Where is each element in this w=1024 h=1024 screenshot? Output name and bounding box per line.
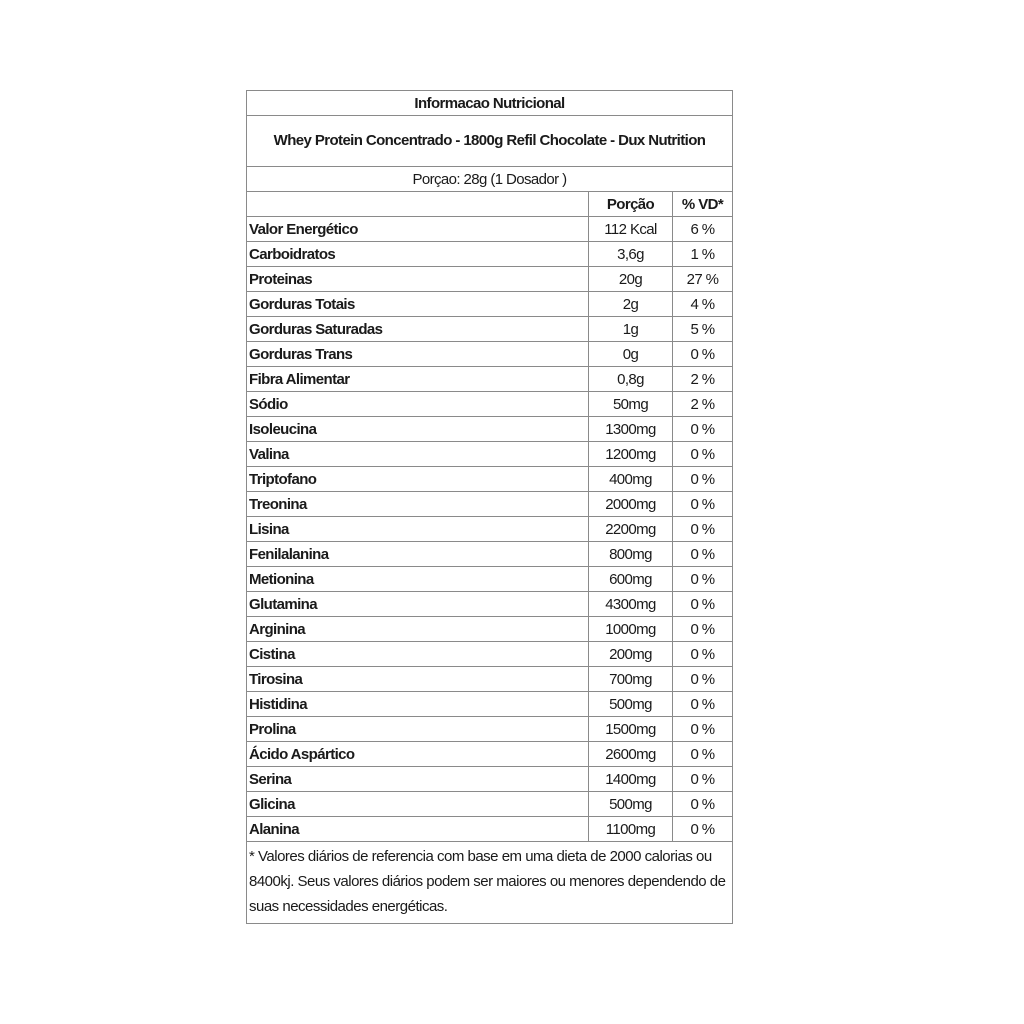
nutrient-name: Valina bbox=[247, 442, 589, 467]
nutrient-name: Isoleucina bbox=[247, 417, 589, 442]
table-row bbox=[247, 342, 733, 367]
nutrient-amount: 1000mg bbox=[589, 617, 673, 642]
nutrient-vd: 0 % bbox=[673, 542, 733, 567]
nutrient-name: Valor Energético bbox=[247, 217, 589, 242]
nutrient-vd: 2 % bbox=[673, 392, 733, 417]
nutrient-amount: 50mg bbox=[589, 392, 673, 417]
nutrient-amount: 1500mg bbox=[589, 717, 673, 742]
nutrient-vd: 0 % bbox=[673, 417, 733, 442]
table-row bbox=[247, 717, 733, 742]
nutrient-vd: 0 % bbox=[673, 442, 733, 467]
nutrient-vd: 0 % bbox=[673, 617, 733, 642]
footnote-row bbox=[247, 842, 733, 924]
nutrient-vd: 0 % bbox=[673, 492, 733, 517]
nutrient-amount: 1g bbox=[589, 317, 673, 342]
nutrient-name: Proteinas bbox=[247, 267, 589, 292]
nutrient-vd: 0 % bbox=[673, 467, 733, 492]
nutrient-vd: 0 % bbox=[673, 642, 733, 667]
nutrient-name: Fenilalanina bbox=[247, 542, 589, 567]
label-title: Informacao Nutricional bbox=[247, 91, 733, 116]
nutrient-vd: 0 % bbox=[673, 342, 733, 367]
nutrient-name: Gorduras Totais bbox=[247, 292, 589, 317]
table-row bbox=[247, 242, 733, 267]
table-row bbox=[247, 367, 733, 392]
nutrient-amount: 2200mg bbox=[589, 517, 673, 542]
nutrient-vd: 0 % bbox=[673, 667, 733, 692]
table-row bbox=[247, 392, 733, 417]
table-row bbox=[247, 817, 733, 842]
table-row bbox=[247, 642, 733, 667]
serving-row bbox=[247, 167, 733, 192]
nutrient-vd: 6 % bbox=[673, 217, 733, 242]
nutrient-amount: 3,6g bbox=[589, 242, 673, 267]
nutrient-amount: 400mg bbox=[589, 467, 673, 492]
serving-size: Porçao: 28g (1 Dosador ) bbox=[247, 167, 733, 192]
table-row bbox=[247, 317, 733, 342]
nutrient-name: Ácido Aspártico bbox=[247, 742, 589, 767]
nutrient-name: Metionina bbox=[247, 567, 589, 592]
table-row bbox=[247, 467, 733, 492]
nutrient-amount: 2600mg bbox=[589, 742, 673, 767]
nutrient-name: Tirosina bbox=[247, 667, 589, 692]
table-row bbox=[247, 567, 733, 592]
nutrient-amount: 700mg bbox=[589, 667, 673, 692]
nutrient-name: Histidina bbox=[247, 692, 589, 717]
nutrient-amount: 500mg bbox=[589, 792, 673, 817]
product-row bbox=[247, 116, 733, 167]
nutrient-vd: 0 % bbox=[673, 742, 733, 767]
title-row bbox=[247, 91, 733, 116]
nutrient-amount: 112 Kcal bbox=[589, 217, 673, 242]
nutrient-name: Prolina bbox=[247, 717, 589, 742]
nutrient-amount: 200mg bbox=[589, 642, 673, 667]
nutrient-vd: 1 % bbox=[673, 242, 733, 267]
nutrient-amount: 1200mg bbox=[589, 442, 673, 467]
footnote-text: * Valores diários de referencia com base em uma dieta de 2000 calorias ou 8400kj. Seus valores diários podem ser maiores ou menores dependendo de suas necessidades energéticas. bbox=[247, 842, 733, 924]
nutrient-name: Lisina bbox=[247, 517, 589, 542]
nutrient-name: Sódio bbox=[247, 392, 589, 417]
nutrient-amount: 1100mg bbox=[589, 817, 673, 842]
nutrient-amount: 2g bbox=[589, 292, 673, 317]
table-row bbox=[247, 492, 733, 517]
column-header-row bbox=[247, 192, 733, 217]
nutrient-vd: 0 % bbox=[673, 817, 733, 842]
table-row bbox=[247, 542, 733, 567]
nutrient-name: Treonina bbox=[247, 492, 589, 517]
nutrient-name: Triptofano bbox=[247, 467, 589, 492]
table-row bbox=[247, 267, 733, 292]
nutrient-amount: 1300mg bbox=[589, 417, 673, 442]
nutrient-amount: 1400mg bbox=[589, 767, 673, 792]
header-blank-cell bbox=[247, 192, 589, 217]
nutrient-vd: 4 % bbox=[673, 292, 733, 317]
nutrient-name: Arginina bbox=[247, 617, 589, 642]
nutrient-name: Alanina bbox=[247, 817, 589, 842]
nutrient-amount: 500mg bbox=[589, 692, 673, 717]
nutrient-vd: 0 % bbox=[673, 717, 733, 742]
nutrient-amount: 20g bbox=[589, 267, 673, 292]
table-row bbox=[247, 517, 733, 542]
table-row bbox=[247, 692, 733, 717]
product-name: Whey Protein Concentrado - 1800g Refil Chocolate - Dux Nutrition bbox=[247, 116, 733, 167]
nutrient-name: Serina bbox=[247, 767, 589, 792]
nutrient-vd: 2 % bbox=[673, 367, 733, 392]
table-row bbox=[247, 667, 733, 692]
table-row bbox=[247, 292, 733, 317]
nutrient-amount: 0g bbox=[589, 342, 673, 367]
table-row bbox=[247, 792, 733, 817]
nutrient-vd: 0 % bbox=[673, 792, 733, 817]
header-vd: % VD* bbox=[673, 192, 733, 217]
nutrient-amount: 0,8g bbox=[589, 367, 673, 392]
nutrient-vd: 0 % bbox=[673, 692, 733, 717]
nutrient-name: Fibra Alimentar bbox=[247, 367, 589, 392]
table-row bbox=[247, 417, 733, 442]
nutrient-amount: 600mg bbox=[589, 567, 673, 592]
nutrient-name: Gorduras Saturadas bbox=[247, 317, 589, 342]
nutrient-amount: 2000mg bbox=[589, 492, 673, 517]
nutrient-name: Glicina bbox=[247, 792, 589, 817]
header-amount: Porção bbox=[589, 192, 673, 217]
nutrition-label bbox=[246, 90, 732, 924]
nutrient-amount: 800mg bbox=[589, 542, 673, 567]
table-row bbox=[247, 217, 733, 242]
nutrient-vd: 0 % bbox=[673, 767, 733, 792]
nutrient-vd: 0 % bbox=[673, 592, 733, 617]
nutrient-name: Cistina bbox=[247, 642, 589, 667]
table-row bbox=[247, 742, 733, 767]
nutrient-vd: 27 % bbox=[673, 267, 733, 292]
nutrient-vd: 0 % bbox=[673, 567, 733, 592]
table-row bbox=[247, 617, 733, 642]
nutrient-amount: 4300mg bbox=[589, 592, 673, 617]
nutrient-name: Carboidratos bbox=[247, 242, 589, 267]
table-row bbox=[247, 767, 733, 792]
table-row bbox=[247, 442, 733, 467]
nutrient-vd: 5 % bbox=[673, 317, 733, 342]
nutrient-name: Gorduras Trans bbox=[247, 342, 589, 367]
table-row bbox=[247, 592, 733, 617]
nutrient-vd: 0 % bbox=[673, 517, 733, 542]
nutrition-table-body bbox=[247, 91, 733, 924]
nutrition-table bbox=[246, 90, 733, 924]
nutrient-name: Glutamina bbox=[247, 592, 589, 617]
